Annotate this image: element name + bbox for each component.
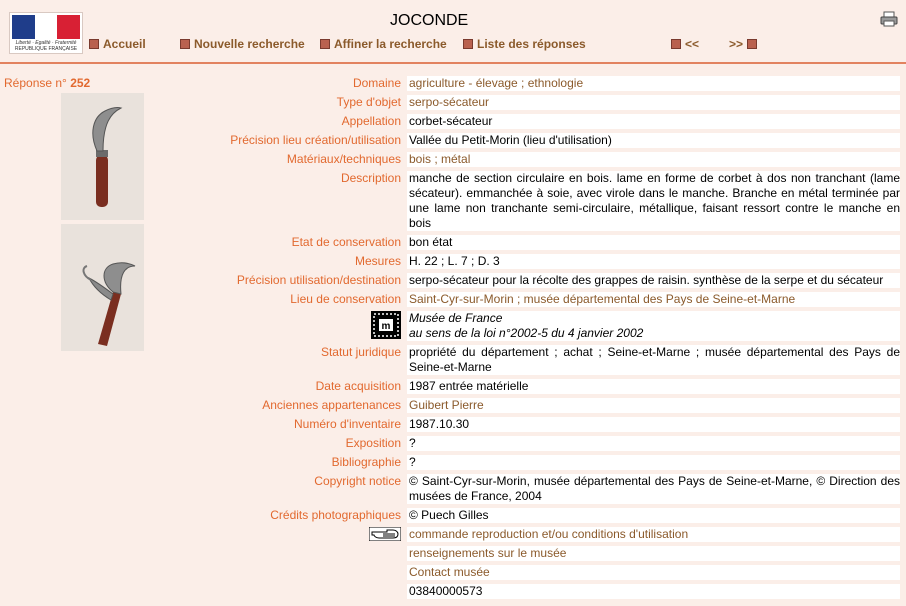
field-phone xyxy=(0,582,906,601)
field-label: Numéro d'inventaire xyxy=(293,417,401,431)
phone-value: 03840000573 xyxy=(407,584,900,599)
record-table xyxy=(0,74,906,601)
description-value: manche de section circulaire en bois. lame en forme de corbet à dos non tranchant (lame sécateur). emmanchée à soie, avec virole dans le manche. Branche en métal terminée par une lame non tranchante semi-circulaire, métallique, faisant ressort contre le manche en bois xyxy=(409,171,900,230)
pointing-hand-icon[interactable] xyxy=(369,527,401,541)
field-etat xyxy=(0,233,906,252)
field-commande xyxy=(0,525,906,544)
musee-de-france-icon xyxy=(371,311,401,339)
field-description xyxy=(0,169,906,233)
bullet-icon xyxy=(180,39,190,49)
result-number-label: Réponse n° xyxy=(4,76,67,90)
field-renseignements xyxy=(0,544,906,563)
field-label: Bibliographie xyxy=(331,455,401,469)
field-label: Précision lieu création/utilisation xyxy=(230,133,401,147)
field-label: Lieu de conservation xyxy=(290,292,401,306)
lieu-conservation-value-link[interactable]: Saint-Cyr-sur-Morin ; musée départemental des Pays de Seine-et-Marne xyxy=(407,292,900,307)
nav-new-search-label: Nouvelle recherche xyxy=(194,37,305,51)
nav-refine-label: Affiner la recherche xyxy=(334,37,447,51)
field-label: Statut juridique xyxy=(320,345,401,359)
field-label: Domaine xyxy=(352,76,401,90)
field-appellation xyxy=(0,112,906,131)
field-musee-france xyxy=(0,309,906,343)
svg-text:m: m xyxy=(381,321,391,332)
field-label: Mesures xyxy=(354,254,401,268)
field-domaine xyxy=(0,74,906,93)
nav-results-label: Liste des réponses xyxy=(477,37,586,51)
field-label: Etat de conservation xyxy=(291,235,401,249)
field-label: Exposition xyxy=(345,436,401,450)
nav-prev-label: << xyxy=(685,37,700,51)
field-label: Appellation xyxy=(341,114,401,128)
nav-next-link[interactable] xyxy=(729,37,761,51)
field-exposition xyxy=(0,434,906,453)
musee-france-value xyxy=(407,311,900,341)
date-acquisition-value: 1987 entrée matérielle xyxy=(407,379,900,394)
field-type-objet xyxy=(0,93,906,112)
field-credits xyxy=(0,506,906,525)
musee-france-line2: au sens de la loi n°2002-5 du 4 janvier 2002 xyxy=(409,326,644,340)
field-label: Anciennes appartenances xyxy=(262,398,401,412)
field-mesures xyxy=(0,252,906,271)
anciennes-value-link[interactable]: Guibert Pierre xyxy=(407,398,900,413)
field-label: Description xyxy=(340,171,401,185)
bullet-icon xyxy=(671,39,681,49)
field-precision-utilisation xyxy=(0,271,906,290)
nav-home-label: Accueil xyxy=(103,37,146,51)
field-label: Copyright notice xyxy=(314,474,401,488)
precision-utilisation-value: serpo-sécateur pour la récolte des grappes de raisin. synthèse de la serpe et du sécateur xyxy=(407,273,900,288)
statut-value: propriété du département ; achat ; Seine-et-Marne ; musée départemental des Pays de Seine-et-Marne xyxy=(409,345,900,374)
commande-link[interactable]: commande reproduction et/ou conditions d'utilisation xyxy=(407,527,900,542)
french-flag-icon xyxy=(12,15,80,39)
field-date-acquisition xyxy=(0,377,906,396)
field-label: Matériaux/techniques xyxy=(286,152,401,166)
bullet-icon xyxy=(463,39,473,49)
logo-caption: RÉPUBLIQUE FRANÇAISE xyxy=(14,46,78,52)
contact-musee-link[interactable]: Contact musée xyxy=(407,565,900,580)
nav-next-label: >> xyxy=(729,37,744,51)
field-bibliographie xyxy=(0,453,906,472)
print-icon[interactable] xyxy=(880,11,898,27)
app-title: JOCONDE xyxy=(390,12,469,29)
field-label: Type d'objet xyxy=(336,95,401,109)
header-divider xyxy=(0,62,906,64)
mesures-value: H. 22 ; L. 7 ; D. 3 xyxy=(407,254,900,269)
credits-value: © Puech Gilles xyxy=(407,508,900,523)
commande-icon-cell xyxy=(0,527,403,542)
field-label: Crédits photographiques xyxy=(270,508,401,522)
bullet-icon xyxy=(320,39,330,49)
field-label-empty xyxy=(0,565,403,580)
nav-refine-link[interactable] xyxy=(320,37,447,51)
copyright-value: © Saint-Cyr-sur-Morin, musée départemental des Pays de Seine-et-Marne, © Direction des musées de France, 2004 xyxy=(409,474,900,503)
domaine-value-link[interactable]: agriculture - élevage ; ethnologie xyxy=(407,76,900,91)
precision-lieu-value: Vallée du Petit-Morin (lieu d'utilisation) xyxy=(407,133,900,148)
field-inventaire xyxy=(0,415,906,434)
field-label: Date acquisition xyxy=(315,379,401,393)
musee-france-line1: Musée de France xyxy=(409,311,503,325)
field-precision-lieu xyxy=(0,131,906,150)
bibliographie-value: ? xyxy=(407,455,900,470)
bullet-icon xyxy=(747,39,757,49)
etat-value: bon état xyxy=(407,235,900,250)
field-copyright xyxy=(0,472,906,506)
field-label-empty xyxy=(0,546,403,561)
field-statut xyxy=(0,343,906,377)
republique-francaise-logo xyxy=(9,12,83,54)
field-lieu-conservation xyxy=(0,290,906,309)
exposition-value: ? xyxy=(407,436,900,451)
result-number-value: 252 xyxy=(70,76,91,90)
materiaux-value-link[interactable]: bois ; métal xyxy=(407,152,900,167)
nav-results-link[interactable] xyxy=(463,37,586,51)
nav-prev-link[interactable] xyxy=(671,37,699,51)
appellation-value: corbet-sécateur xyxy=(407,114,900,129)
field-contact xyxy=(0,563,906,582)
logo-motto: Liberté · Égalité · Fraternité xyxy=(15,40,77,46)
field-label-empty xyxy=(0,584,403,599)
renseignements-link[interactable]: renseignements sur le musée xyxy=(407,546,900,561)
inventaire-value: 1987.10.30 xyxy=(407,417,900,432)
musee-france-icon-cell xyxy=(0,311,403,341)
field-anciennes xyxy=(0,396,906,415)
nav-home-link[interactable] xyxy=(89,37,146,51)
type-objet-value-link[interactable]: serpo-sécateur xyxy=(407,95,900,110)
field-label: Précision utilisation/destination xyxy=(236,273,401,287)
bullet-icon xyxy=(89,39,99,49)
nav-new-search-link[interactable] xyxy=(180,37,305,51)
field-materiaux xyxy=(0,150,906,169)
